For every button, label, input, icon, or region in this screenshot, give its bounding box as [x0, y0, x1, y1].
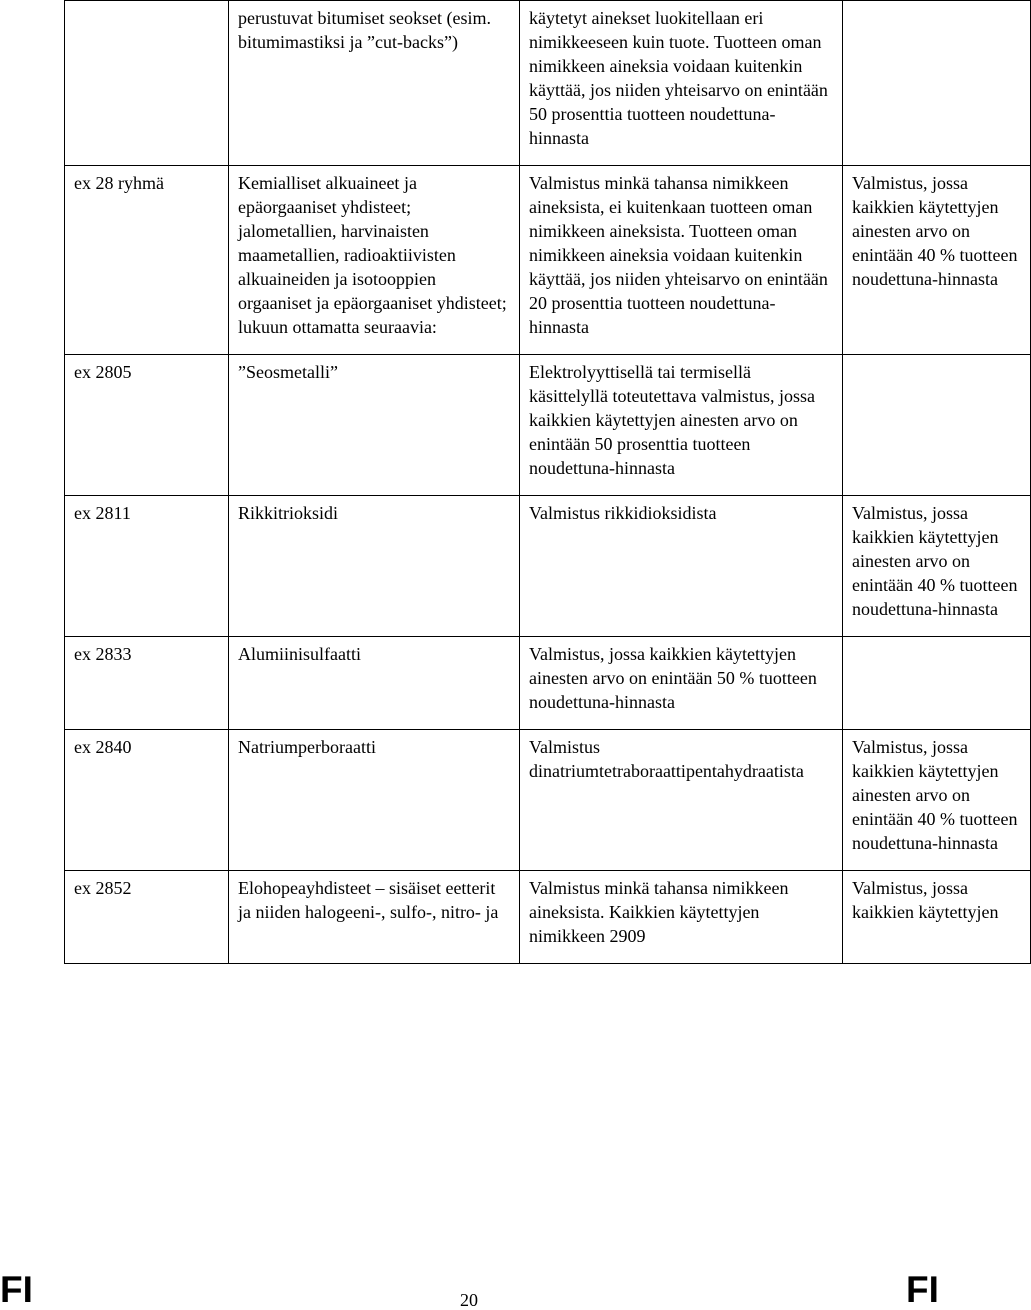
working-rule-cell: käytetyt ainekset luokitellaan eri nimikkeeseen kuin tuote. Tuotteen oman nimikkeen aineksia voidaan kuitenkin käyttää, jos niiden yhteisarvo on enintään 50 prosenttia tuotteen noudettuna-hinnasta — [520, 1, 843, 166]
product-description-cell: Alumiinisulfaatti — [229, 637, 520, 730]
table-row — [65, 496, 1031, 637]
footer-language-code-right: FI — [906, 1269, 939, 1310]
product-description-cell: ”Seosmetalli” — [229, 355, 520, 496]
heading-code-cell: ex 28 ryhmä — [65, 166, 229, 355]
table-row — [65, 1, 1031, 166]
product-description-cell: Elohopeayhdisteet – sisäiset eetterit ja niiden halogeeni-, sulfo-, nitro- ja — [229, 871, 520, 964]
product-description-cell: Natriumperboraatti — [229, 730, 520, 871]
table-row — [65, 637, 1031, 730]
working-rule-cell: Valmistus dinatriumtetraboraattipentahydraatista — [520, 730, 843, 871]
heading-code-cell: ex 2833 — [65, 637, 229, 730]
working-rule-cell: Valmistus rikkidioksidista — [520, 496, 843, 637]
alternative-rule-cell: Valmistus, jossa kaikkien käytettyjen ainesten arvo on enintään 40 % tuotteen noudettuna-hinnasta — [843, 730, 1031, 871]
heading-code-cell: ex 2805 — [65, 355, 229, 496]
product-description-cell: perustuvat bitumiset seokset (esim. bitumimastiksi ja ”cut-backs”) — [229, 1, 520, 166]
alternative-rule-cell — [843, 1, 1031, 166]
footer-language-code-left: FI — [0, 1269, 33, 1310]
alternative-rule-cell — [843, 355, 1031, 496]
working-rule-cell: Valmistus minkä tahansa nimikkeen aineksista, ei kuitenkaan tuotteen oman nimikkeen aineksista. Tuotteen oman nimikkeen aineksia voidaan kuitenkin käyttää, jos niiden yhteisarvo on enintään 20 prosenttia tuotteen noudettuna-hinnasta — [520, 166, 843, 355]
alternative-rule-cell: Valmistus, jossa kaikkien käytettyjen ainesten arvo on enintään 40 % tuotteen noudettuna-hinnasta — [843, 166, 1031, 355]
alternative-rule-cell — [843, 637, 1031, 730]
product-description-cell: Rikkitrioksidi — [229, 496, 520, 637]
table-row — [65, 871, 1031, 964]
heading-code-cell: ex 2852 — [65, 871, 229, 964]
rules-table — [64, 0, 1031, 964]
table-row — [65, 355, 1031, 496]
product-description-cell: Kemialliset alkuaineet ja epäorgaaniset yhdisteet; jalometallien, harvinaisten maametallien, radioaktiivisten alkuaineiden ja isotooppien orgaaniset ja epäorgaaniset yhdisteet; lukuun ottamatta seuraavia: — [229, 166, 520, 355]
working-rule-cell: Elektrolyyttisellä tai termisellä käsittelyllä toteutettava valmistus, jossa kaikkien käytettyjen ainesten arvo on enintään 50 prosenttia tuotteen noudettuna-hinnasta — [520, 355, 843, 496]
working-rule-cell: Valmistus minkä tahansa nimikkeen aineksista. Kaikkien käytettyjen nimikkeen 2909 — [520, 871, 843, 964]
alternative-rule-cell: Valmistus, jossa kaikkien käytettyjen — [843, 871, 1031, 964]
alternative-rule-cell: Valmistus, jossa kaikkien käytettyjen ainesten arvo on enintään 40 % tuotteen noudettuna-hinnasta — [843, 496, 1031, 637]
heading-code-cell: ex 2811 — [65, 496, 229, 637]
page-number: 20 — [460, 1290, 478, 1310]
heading-code-cell: ex 2840 — [65, 730, 229, 871]
heading-code-cell — [65, 1, 229, 166]
table-row — [65, 166, 1031, 355]
working-rule-cell: Valmistus, jossa kaikkien käytettyjen ainesten arvo on enintään 50 % tuotteen noudettuna-hinnasta — [520, 637, 843, 730]
table-row — [65, 730, 1031, 871]
